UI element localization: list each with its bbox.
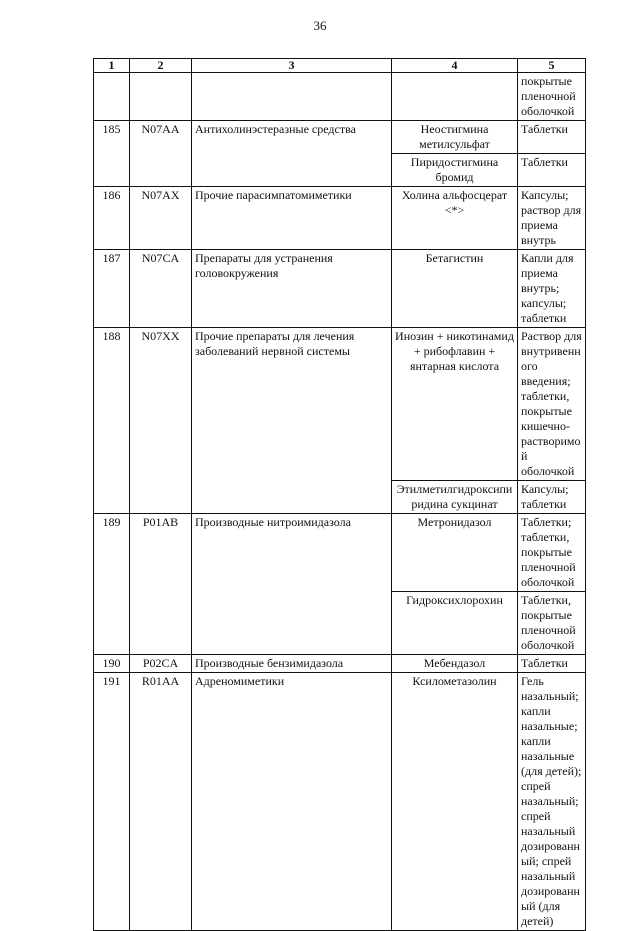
- cell-inn: Холина альфосцерат <*>: [392, 187, 518, 250]
- cell-form: Капли для приема внутрь; капсулы; таблетки: [518, 250, 586, 328]
- cell-form: Раствор для внутривенного введения; таблетки, покрытые кишечно-растворимой оболочкой: [518, 328, 586, 481]
- cell-inn: Этилметилгидроксипиридина сукцинат: [392, 481, 518, 514]
- cell-group: Адреномиметики: [192, 673, 392, 931]
- cell-group: Прочие препараты для лечения заболеваний нервной системы: [192, 328, 392, 514]
- cell-group: [192, 73, 392, 121]
- cell-form: Таблетки: [518, 655, 586, 673]
- cell-code: N07AA: [130, 121, 192, 187]
- cell-form: Капсулы; таблетки: [518, 481, 586, 514]
- column-header: 5: [518, 59, 586, 73]
- cell-num: 189: [94, 514, 130, 655]
- table-row: [94, 187, 586, 250]
- column-header: 4: [392, 59, 518, 73]
- table-row: [94, 328, 586, 481]
- cell-inn: Бетагистин: [392, 250, 518, 328]
- table-row: [94, 73, 586, 121]
- cell-inn: [392, 73, 518, 121]
- cell-code: N07AX: [130, 187, 192, 250]
- column-header: 3: [192, 59, 392, 73]
- cell-num: 188: [94, 328, 130, 514]
- page-number: 36: [313, 18, 327, 33]
- column-header: 2: [130, 59, 192, 73]
- cell-form: Таблетки, покрытые пленочной оболочкой: [518, 592, 586, 655]
- table-row: [94, 250, 586, 328]
- table-row: [94, 655, 586, 673]
- cell-group: Антихолинэстеразные средства: [192, 121, 392, 187]
- cell-group: Производные нитроимидазола: [192, 514, 392, 655]
- cell-num: 186: [94, 187, 130, 250]
- cell-group: Прочие парасимпатомиметики: [192, 187, 392, 250]
- cell-form: покрытые пленочной оболочкой: [518, 73, 586, 121]
- cell-form: Гель назальный; капли назальные; капли назальные (для детей); спрей назальный; спрей назальный дозированный; спрей назальный дозированный (для детей): [518, 673, 586, 931]
- cell-code: N07CA: [130, 250, 192, 328]
- cell-inn: Инозин + никотинамид + рибофлавин + янтарная кислота: [392, 328, 518, 481]
- table-row: [94, 121, 586, 154]
- column-header: 1: [94, 59, 130, 73]
- cell-num: [94, 73, 130, 121]
- medication-table: [93, 58, 586, 931]
- cell-code: [130, 73, 192, 121]
- cell-inn: Ксилометазолин: [392, 673, 518, 931]
- cell-code: P02CA: [130, 655, 192, 673]
- cell-inn: Гидроксихлорохин: [392, 592, 518, 655]
- cell-inn: Мебендазол: [392, 655, 518, 673]
- cell-num: 191: [94, 673, 130, 931]
- cell-num: 190: [94, 655, 130, 673]
- cell-group: Препараты для устранения головокружения: [192, 250, 392, 328]
- cell-form: Таблетки; таблетки, покрытые пленочной оболочкой: [518, 514, 586, 592]
- cell-group: Производные бензимидазола: [192, 655, 392, 673]
- table-row: [94, 673, 586, 931]
- column-header-row: [94, 59, 586, 73]
- cell-form: Таблетки: [518, 154, 586, 187]
- cell-inn: Метронидазол: [392, 514, 518, 592]
- cell-inn: Пиридостигмина бромид: [392, 154, 518, 187]
- cell-num: 185: [94, 121, 130, 187]
- cell-num: 187: [94, 250, 130, 328]
- cell-code: R01AA: [130, 673, 192, 931]
- cell-code: P01AB: [130, 514, 192, 655]
- cell-form: Капсулы; раствор для приема внутрь: [518, 187, 586, 250]
- table-row: [94, 514, 586, 592]
- cell-form: Таблетки: [518, 121, 586, 154]
- cell-code: N07XX: [130, 328, 192, 514]
- cell-inn: Неостигмина метилсульфат: [392, 121, 518, 154]
